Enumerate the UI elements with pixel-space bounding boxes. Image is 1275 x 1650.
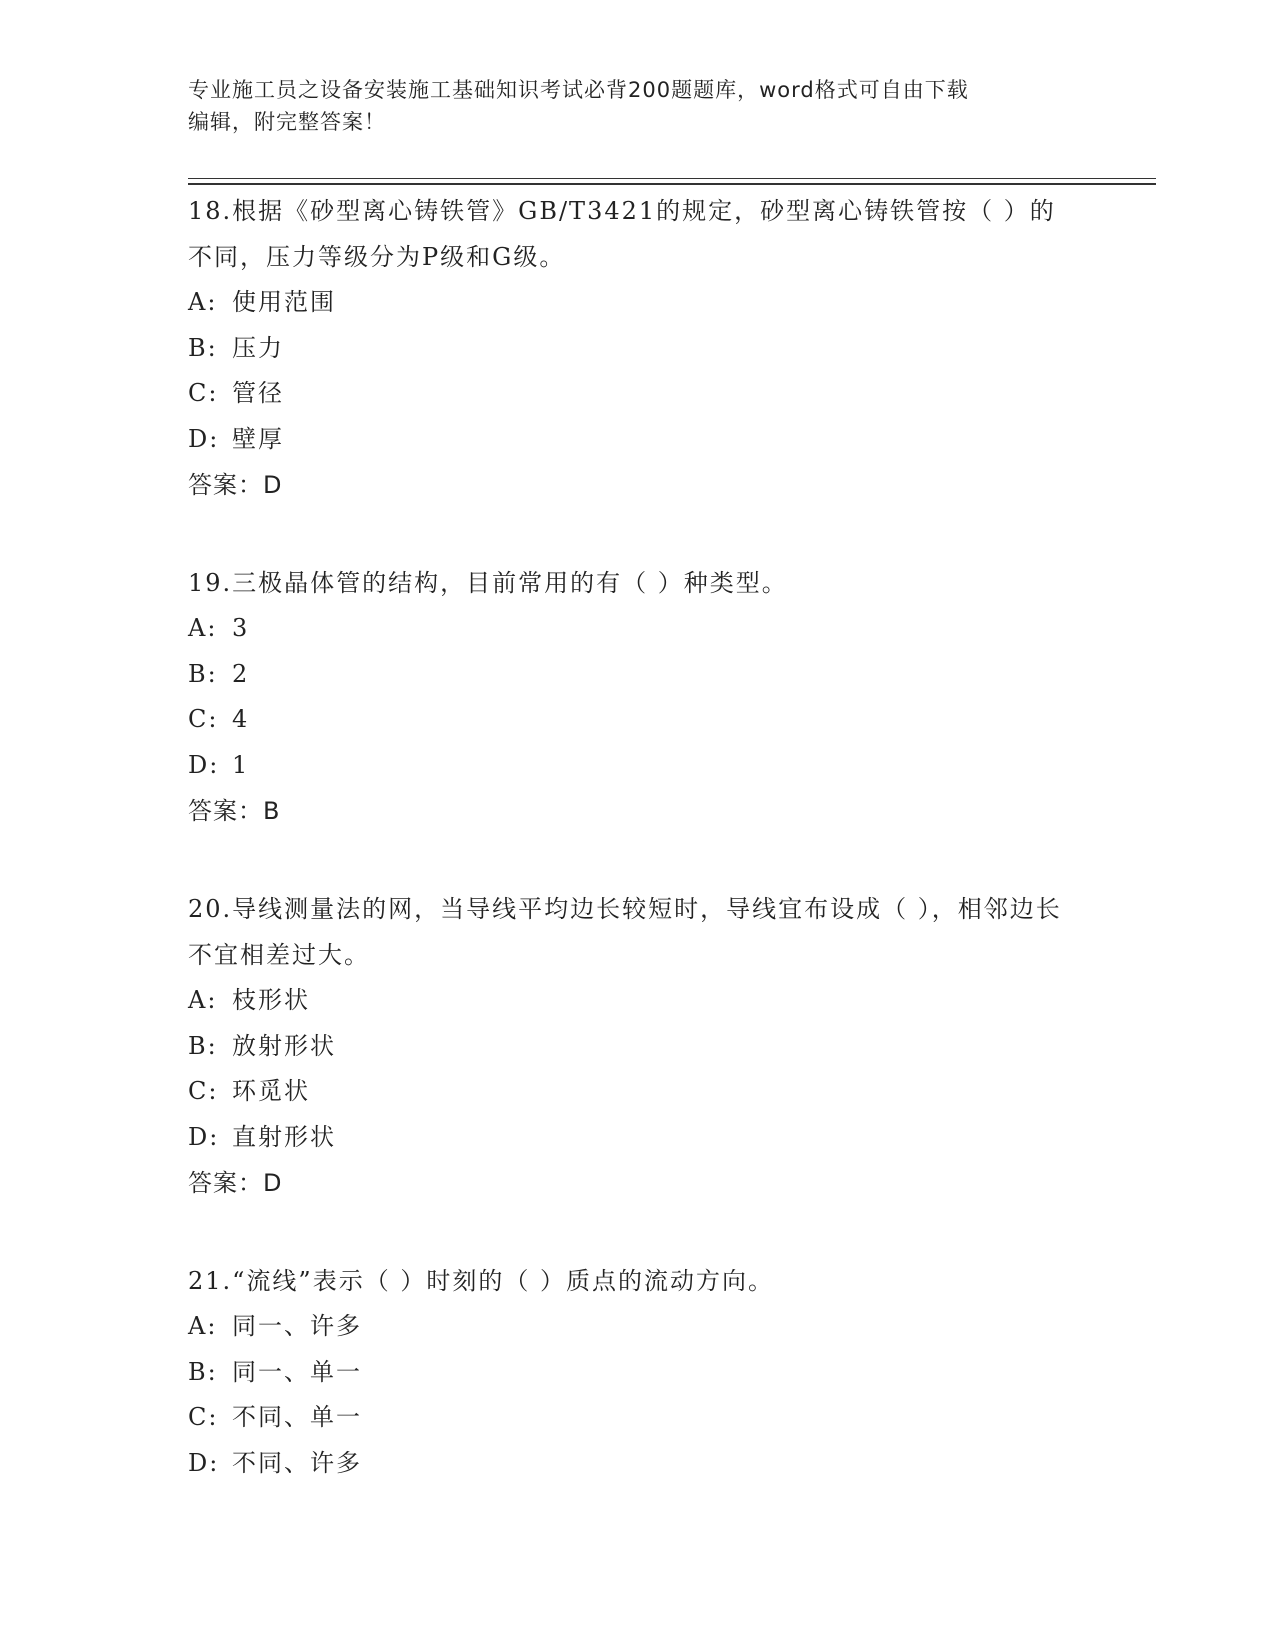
header-divider-thick — [188, 183, 1156, 185]
option-a — [188, 606, 1068, 652]
option-c — [188, 1069, 1068, 1115]
document-header — [188, 74, 1068, 138]
option-label: C: — [188, 1077, 219, 1105]
option-text: 直射形状 — [232, 1122, 336, 1151]
answer-text: 答案：B — [188, 797, 281, 825]
option-text: 1 — [232, 750, 250, 779]
option-c — [188, 697, 1068, 743]
option-text: 环觅状 — [232, 1077, 310, 1105]
option-b — [188, 652, 1068, 698]
option-label: B: — [188, 1357, 218, 1386]
option-text: 不同、单一 — [232, 1403, 362, 1431]
header-divider-thin — [188, 178, 1156, 179]
option-text: 压力 — [232, 333, 284, 362]
option-label: A: — [188, 614, 218, 642]
option-label: D: — [188, 750, 220, 779]
option-b — [188, 326, 1068, 372]
header-line-1: 专业施工员之设备安装施工基础知识考试必背200题题库，word格式可自由下载 — [188, 78, 969, 102]
option-text: 壁厚 — [232, 424, 284, 453]
option-label: B: — [188, 659, 218, 688]
option-d — [188, 743, 1068, 789]
option-label: B: — [188, 1031, 218, 1060]
question-text: 19.三极晶体管的结构，目前常用的有（ ）种类型。 — [188, 569, 788, 597]
option-text: 使用范围 — [232, 288, 336, 316]
question-21 — [188, 1258, 1068, 1486]
option-b — [188, 1350, 1068, 1396]
question-20 — [188, 886, 1068, 1206]
option-label: D: — [188, 1122, 220, 1151]
option-a — [188, 978, 1068, 1024]
option-a — [188, 280, 1068, 326]
option-label: C: — [188, 379, 219, 407]
option-label: B: — [188, 333, 218, 362]
option-text: 4 — [232, 705, 250, 733]
question-list — [188, 188, 1068, 1538]
answer-text: 答案：D — [188, 1169, 283, 1197]
question-text: 20.导线测量法的网，当导线平均边长较短时，导线宜布设成（ ），相邻边长不宜相差过大。 — [188, 895, 1062, 969]
option-d — [188, 1115, 1068, 1161]
option-text: 2 — [232, 659, 250, 688]
option-text: 管径 — [232, 379, 284, 407]
question-text: 21.“流线”表示（ ）时刻的（ ）质点的流动方向。 — [188, 1267, 774, 1295]
option-d — [188, 1441, 1068, 1487]
option-c — [188, 371, 1068, 417]
option-label: D: — [188, 424, 220, 453]
option-label: D: — [188, 1448, 220, 1477]
header-line-2: 编辑，附完整答案！ — [188, 110, 386, 134]
question-text: 18.根据《砂型离心铸铁管》GB/T3421的规定，砂型离心铸铁管按（ ）的不同，压力等级分为P级和G级。 — [188, 197, 1056, 271]
option-a — [188, 1304, 1068, 1350]
option-text: 枝形状 — [232, 986, 310, 1014]
question-19 — [188, 560, 1068, 834]
option-c — [188, 1395, 1068, 1441]
option-d — [188, 417, 1068, 463]
option-label: A: — [188, 1312, 218, 1340]
option-b — [188, 1024, 1068, 1070]
option-text: 3 — [232, 614, 250, 642]
question-18 — [188, 188, 1068, 508]
option-label: A: — [188, 288, 218, 316]
answer-text: 答案：D — [188, 471, 283, 499]
option-text: 同一、许多 — [232, 1312, 362, 1340]
option-text: 放射形状 — [232, 1031, 336, 1060]
option-label: A: — [188, 986, 218, 1014]
option-text: 同一、单一 — [232, 1357, 362, 1386]
option-label: C: — [188, 1403, 219, 1431]
option-text: 不同、许多 — [232, 1448, 362, 1477]
option-label: C: — [188, 705, 219, 733]
